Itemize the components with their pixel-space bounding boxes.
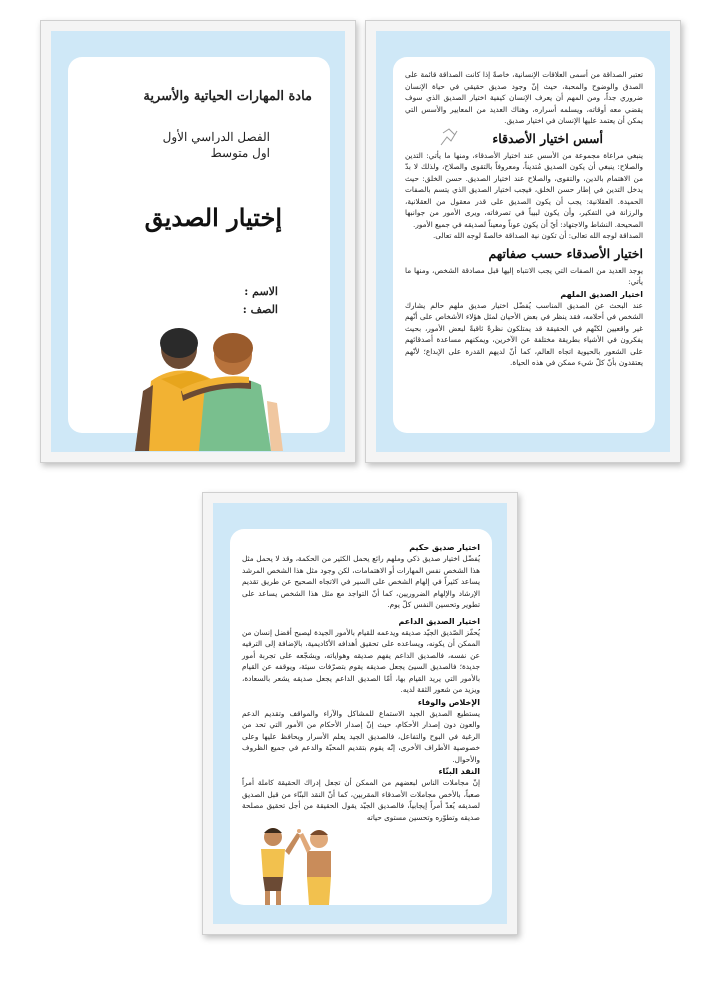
qualities-intro: يوجد العديد من الصفات التي يجب الانتباه إليها قبل مصادقة الشخص، ومنها ما يأتي:: [405, 265, 643, 286]
page-title: إختيار الصديق: [144, 203, 282, 232]
section-heading-foundations: أسس اختيار الأصدقاء: [492, 130, 603, 146]
section-heading-qualities: اختيار الأصدقاء حسب صفاتهم: [488, 245, 643, 261]
sincerity-paragraph: الصداقة لوجه الله تعالى: أن تكون نية الصداقة خالصةً لوجه الله تعالى.: [432, 231, 643, 240]
supportive-friend-heading: اختيار الصديق الداعم: [398, 616, 480, 626]
cover-page: [51, 31, 345, 452]
wise-friend-text: يُفضّل اختيار صديق ذكي وملهم رائع يحمل الكثير من الحكمة، وقد لا يحمل مثل هذا الشخص نفس المهارات أو الاهتمامات، لكن وجود مثل هذا الشخص المرشد يساعد كثيراً في إلهام الشخص على السير في الاتجاه الصحيح عن طريق تقديم الإرشاد والإلهام الضروريين، كما أنّ التواجد مع مثل هذا الشخص يساعد على تطوير وتحسين النفس كلّ يوم.: [242, 554, 480, 609]
subject-title: مادة المهارات الحياتية والأسرية: [143, 89, 312, 104]
class-field-label: الصف :: [242, 303, 278, 316]
content-page-2-frame: [202, 492, 518, 935]
name-field-label: الاسم :: [244, 285, 278, 298]
content-page-1-frame: [365, 20, 681, 463]
semester-label: الفصل الدراسي الأول: [162, 130, 270, 144]
wise-friend-heading: اختيار صديق حكيم: [409, 543, 480, 552]
constructive-criticism-text: إنّ مجاملات الناس لبعضهم من الممكن أن تجعل إدراك الحقيقة كاملة أمراً صعباً، بالأخص مجاملات الأصدقاء المقربين، كما أنّ النقد البنّاء من قبل الصديق لصديقه يُعدّ أمراً إيجابياً، فالصديق الجيّد يقول الحقيقة من أجل تحقيق مصلحة صديقه وتطوّره وتحسين مستوى حياته: [242, 778, 480, 822]
hands-icon: [437, 125, 461, 149]
cover-page-frame: [40, 20, 356, 463]
constructive-criticism-heading: النقد البنّاء: [438, 767, 480, 776]
content-page-1: [376, 31, 670, 452]
supportive-friend-text: يُحفّز الصّديق الجيّد صديقه ويدعمه للقيام بالأمور الجيدة ليصبح أفضل إنسان من الممكن أن يكونه، ويساعده على تحقيق أهدافه الأكاديمية، بالإضافة إلى الترفيه عن نفسه، فالصديق الداعم يفهم صديقه وهواياته، ويشجّعه على تجربة أمور جديدة؛ فالصديق السيئ يجعل صديقه يقوم بتصرّفات سيئة، ويوقفه عن القيام بالأمور التي يريد القيام بها، أمّا الصديق الداعم يجعل صديقه يشعر بالسعادة، ويزيد من شعور الثقة لديه.: [242, 627, 480, 694]
grade-label: اول متوسط: [210, 146, 270, 160]
inspiring-friend-heading: اختيار الصديق الملهم: [560, 289, 643, 299]
foundations-paragraph: ينبغي مراعاة مجموعة من الأسس عند اختيار الأصدقاء، ومنها ما يأتي: التدين والصلاح: ينبغي أن يكون الصديق مُتديناً، ومعروفاً بالتقوى والصلاح، ولذلك لا بدّ من الاهتمام بالدين، والتقوى، والصلاح عند اختيار الصديق. حسن الخلق: حيث يدخل التدين في إطار حسن الخلق، فيجب اختيار الصديق الذي يتسم بالصفات الحميدة. العقلانية: يجب أن يكون الصديق على قدر معقول من العقلانية، والرزانة في التفكير، وأن يكون لبيباً في تصرفاته، ويرى الأمور من جوانبها الصحيحة. النشاط والاجتهاد: أيّ أن يكون عوناً ومعيناً لصديقه في جميع الأمور.: [405, 150, 643, 229]
semester-info: [163, 129, 270, 161]
loyalty-text: يستطيع الصديق الجيد الاستماع للمشاكل والآراء والمواقف وتقديم الدعم والعون دون إصدار الأحكام، حيث إنّ إصدار الأحكام من الأمور التي تحد من الرغبة في البوح والتفاعل، فالصديق الجيد يعلم الأسرار ويحافظ عليها وعلى خصوصية الأطراف الأخرى، إنّه يقوم بتقديم المحبّة والدعم في جميع الظروف والأحوال.: [242, 708, 480, 764]
two-boys-hugging-illustration: [121, 321, 291, 451]
intro-paragraph: تعتبر الصداقة من أسمى العلاقات الإنسانية، خاصةً إذا كانت الصداقة قائمة على الصدق والوضوح والمحبة، حيث إنّ وجود صديق حقيقي في حياة الإنسان ضروري جداً، ومن المهم أن يعرف الإنسان كيفية اختيار الصديق الذي سوف يقضي معه أوقاته، ويسلمه أسراره، وهناك العديد من المعايير والأسس التي يمكن أن يعتمد عليها الإنسان في اختيار صديق.: [405, 70, 643, 125]
inspiring-friend-text: عند البحث عن الصديق المناسب يُفضّل اختيار صديق ملهم حالم يشارك الشخص في أحلامه، فقد ينظر في بعض الأحيان لمثل هؤلاء الأشخاص على أنّهم غير واقعيين لكنّهم في الحقيقة قد يمتلكون نظرةً ثاقبةً لبعض الأمور، بحيث يفكرون في الأشياء بطريقة مختلفة عن الآخرين، ويمكنهم مساعدة أصدقائهم على الشعور بالحيوية اتجاه العالم، كما أنّ لديهم القدرة على الإبداع؛ لأنّهم يعتقدون بأنّ كلّ شيء ممكن في هذه الحياة.: [405, 300, 643, 367]
content-card-1: [393, 57, 655, 433]
two-friends-high-five-illustration: [247, 819, 347, 909]
loyalty-heading: الإخلاص والوفاء: [417, 697, 480, 707]
content-page-2: [213, 503, 507, 924]
